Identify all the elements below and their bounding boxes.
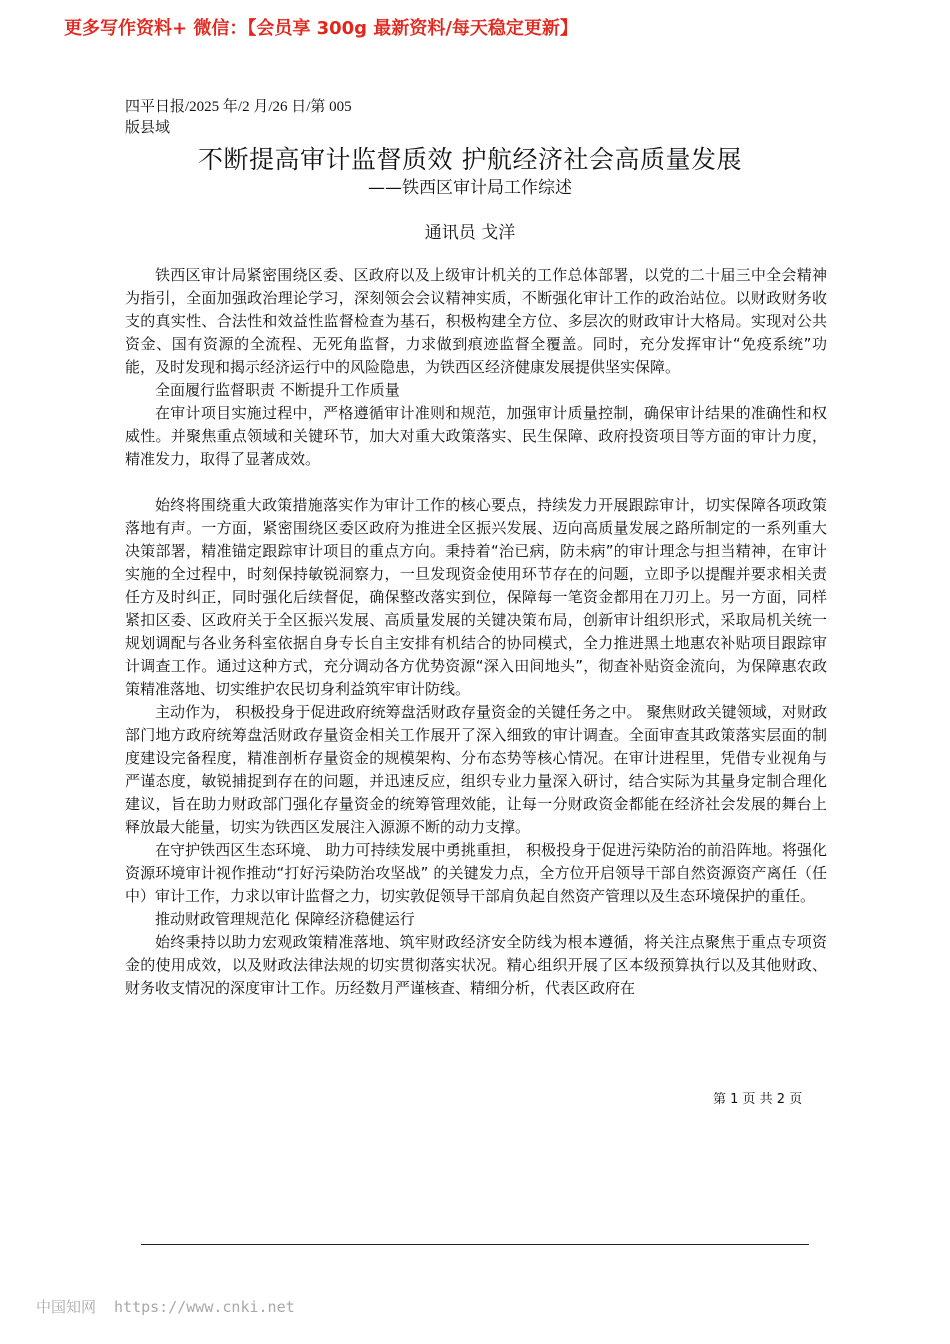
site-url[interactable]: https://www.cnki.net [114, 1298, 295, 1316]
article-subtitle: ——铁西区审计局工作综述 [368, 178, 572, 198]
article-body [125, 264, 827, 1000]
footer-divider [141, 1244, 809, 1245]
page-number: 第 1 页 共 2 页 [713, 1092, 803, 1107]
promo-banner: 更多写作资料+ 微信：【会员享 300g 最新资料/每天稳定更新】 [64, 18, 578, 39]
section-label: 版县域 [125, 120, 171, 136]
paragraph: 在守护铁西区生态环境、 助力可持续发展中勇挑重担， 积极投身于促进污染防治的前沿阵地。将强化资源环境审计视作推动“打好污染防治攻坚战” 的关键发力点，全方位开启领导干部自然资源资产离任（任中）审计工作，力求以审计监督之力，切实敦促领导干部肩负起自然资产管理以及生态环境保护的重任。 [125, 841, 827, 905]
footer-watermark [36, 1296, 295, 1317]
paragraph: 始终将围绕重大政策措施落实作为审计工作的核心要点，持续发力开展跟踪审计，切实保障各项政策落地有声。一方面，紧密围绕区委区政府为推进全区振兴发展、迈向高质量发展之路所制定的一系列重大决策部署，精准锚定跟踪审计项目的重点方向。秉持着“治已病，防未病”的审计理念与担当精神，在审计实施的全过程中，时刻保持敏锐洞察力，一旦发现资金使用环节存在的问题，立即予以提醒并要求相关责任方及时纠正，同时强化后续督促，确保整改落实到位，保障每一笔资金都用在刀刃上。另一方面，同样紧扣区委、区政府关于全区振兴发展、高质量发展的关键决策布局，创新审计组织形式，采取局机关统一规划调配与各业务科室依据自身专长自主安排有机结合的协同模式，全力推进黑土地惠农补贴项目跟踪审计调查工作。通过这种方式，充分调动各方优势资源“深入田间地头”，彻查补贴资金流向，为保障惠农政策精准落地、切实维护农民切身利益筑牢审计防线。 [125, 496, 827, 698]
paragraph: 主动作为， 积极投身于促进政府统筹盘活财政存量资金的关键任务之中。 聚焦财政关键领域，对财政部门地方政府统筹盘活财政存量资金相关工作展开了深入细致的审计调查。全面审查其政策落实层面的制度建设完备程度，精准剖析存量资金的规模架构、分布态势等核心情况。在审计进程里，凭借专业视角与严谨态度，敏锐捕捉到存在的问题，并迅速反应，组织专业力量深入研讨，结合实际为其量身定制合理化建议，旨在助力财政部门强化存量资金的统筹管理效能，让每一分财政资金都能在经济社会发展的舞台上释放最大能量，切实为铁西区发展注入源源不断的动力支撑。 [125, 703, 827, 836]
source-line: 四平日报/2025 年/2 月/26 日/第 005 [125, 99, 352, 115]
article-title: 不断提高审计监督质效 护航经济社会高质量发展 [198, 145, 742, 174]
site-name: 中国知网 [36, 1298, 97, 1316]
section-heading: 全面履行监督职责 不断提升工作质量 [155, 381, 400, 399]
section-heading: 推动财政管理规范化 保障经济稳健运行 [155, 910, 415, 928]
paragraph: 铁西区审计局紧密围绕区委、区政府以及上级审计机关的工作总体部署，以党的二十届三中全会精神为指引，全面加强政治理论学习，深刻领会会议精神实质，不断强化审计工作的政治站位。以财政财务收支的真实性、合法性和效益性监督检查为基石，积极构建全方位、多层次的财政审计大格局。实现对公共资金、国有资源的全流程、无死角监督，力求做到痕迹监督全覆盖。同时，充分发挥审计“免疫系统”功能，及时发现和揭示经济运行中的风险隐患，为铁西区经济健康发展提供坚实保障。 [125, 266, 827, 376]
paragraph: 始终秉持以助力宏观政策精准落地、筑牢财政经济安全防线为根本遵循，将关注点聚焦于重点专项资金的使用成效，以及财政法律法规的切实贯彻落实状况。精心组织开展了区本级预算执行以及其他财政、财务收支情况的深度审计工作。历经数月严谨核查、精细分析，代表区政府在 [125, 933, 827, 997]
article-author: 通讯员 戈洋 [424, 223, 516, 243]
paragraph: 在审计项目实施过程中，严格遵循审计准则和规范，加强审计质量控制，确保审计结果的准确性和权威性。并聚焦重点领域和关键环节，加大对重大政策落实、民生保障、政府投资项目等方面的审计力度，精准发力，取得了显著成效。 [125, 404, 827, 468]
paragraph-spacer [125, 471, 827, 494]
